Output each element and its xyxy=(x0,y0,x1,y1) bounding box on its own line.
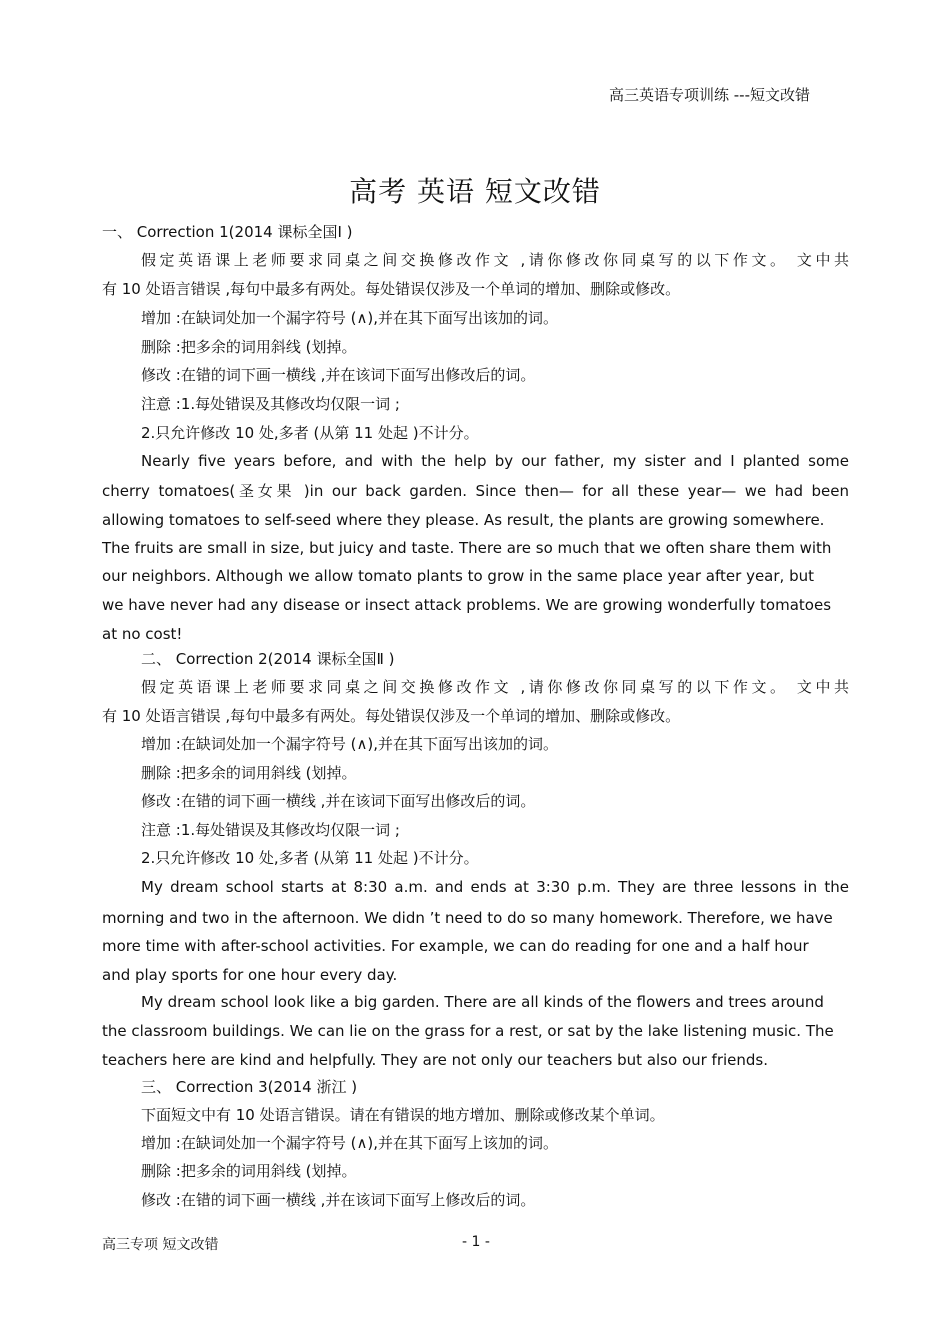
text-line: 下面短文中有 10 处语言错误。请在有错误的地方增加、删除或修改某个单词。 xyxy=(141,1106,665,1124)
page-number: - 1 - xyxy=(462,1234,490,1250)
text-line: 删除 :把多余的词用斜线 (划掉。 xyxy=(141,764,357,782)
text-line: at no cost! xyxy=(102,625,183,643)
text-line: and play sports for one hour every day. xyxy=(102,966,398,984)
text-line: 二、 Correction 2(2014 课标全国Ⅱ ) xyxy=(141,650,395,668)
text-line: we have never had any disease or insect attack problems. We are growing wonderfully tomatoes xyxy=(102,596,832,614)
text-line: allowing tomatoes to self-seed where they please. As result, the plants are growing somewhere. xyxy=(102,511,825,529)
running-header: 高三英语专项训练 ---短文改错 xyxy=(608,86,810,104)
text-line: the classroom buildings. We can lie on the grass for a rest, or sat by the lake listening music. The xyxy=(102,1022,834,1040)
text-line: teachers here are kind and helpfully. They are not only our teachers but also our friends. xyxy=(102,1051,769,1069)
text-line: 修改 :在错的词下画一横线 ,并在该词下面写上修改后的词。 xyxy=(141,1191,536,1209)
text-line: 删除 :把多余的词用斜线 (划掉。 xyxy=(141,1162,357,1180)
text-line: 一、 Correction 1(2014 课标全国Ⅰ ) xyxy=(102,223,353,241)
text-line: 有 10 处语言错误 ,每句中最多有两处。每处错误仅涉及一个单词的增加、删除或修改。 xyxy=(102,280,681,298)
footer-label: 高三专项 短文改错 xyxy=(102,1237,219,1253)
text-line: 三、 Correction 3(2014 浙江 ) xyxy=(141,1078,358,1096)
text-line: more time with after-school activities. For example, we can do reading for one and a half hour xyxy=(102,937,809,955)
text-line: 增加 :在缺词处加一个漏字符号 (∧),并在其下面写上该加的词。 xyxy=(141,1134,559,1152)
text-line: cherry tomatoes(圣女果 )in our back garden. Since then— for all these year— we had been xyxy=(102,482,849,500)
text-line: 有 10 处语言错误 ,每句中最多有两处。每处错误仅涉及一个单词的增加、删除或修改。 xyxy=(102,707,681,725)
text-line: My dream school look like a big garden. There are all kinds of the flowers and trees around xyxy=(141,993,824,1011)
text-line: 删除 :把多余的词用斜线 (划掉。 xyxy=(141,338,357,356)
text-line: morning and two in the afternoon. We didn ’t need to do so many homework. Therefore, we have xyxy=(102,909,833,927)
text-line: 2.只允许修改 10 处,多者 (从第 11 处起 )不计分。 xyxy=(141,849,479,867)
document-title: 高考 英语 短文改错 xyxy=(349,175,601,208)
text-line: 假定英语课上老师要求同桌之间交换修改作文 ,请你修改你同桌写的以下作文。 文中共 xyxy=(141,251,849,269)
text-line: Nearly five years before, and with the help by our father, my sister and I planted some xyxy=(141,452,849,470)
text-line: 假定英语课上老师要求同桌之间交换修改作文 ,请你修改你同桌写的以下作文。 文中共 xyxy=(141,678,849,696)
text-line: My dream school starts at 8:30 a.m. and ends at 3:30 p.m. They are three lessons in the xyxy=(141,878,849,896)
text-line: 修改 :在错的词下画一横线 ,并在该词下面写出修改后的词。 xyxy=(141,792,536,810)
text-line: our neighbors. Although we allow tomato plants to grow in the same place year after year, but xyxy=(102,567,814,585)
text-line: 注意 :1.每处错误及其修改均仅限一词 ; xyxy=(141,395,400,413)
text-line: 增加 :在缺词处加一个漏字符号 (∧),并在其下面写出该加的词。 xyxy=(141,309,559,327)
text-line: 修改 :在错的词下画一横线 ,并在该词下面写出修改后的词。 xyxy=(141,366,536,384)
text-line: 增加 :在缺词处加一个漏字符号 (∧),并在其下面写出该加的词。 xyxy=(141,735,559,753)
text-line: The fruits are small in size, but juicy and taste. There are so much that we often share them with xyxy=(102,539,832,557)
text-line: 注意 :1.每处错误及其修改均仅限一词 ; xyxy=(141,821,400,839)
text-line: 2.只允许修改 10 处,多者 (从第 11 处起 )不计分。 xyxy=(141,424,479,442)
